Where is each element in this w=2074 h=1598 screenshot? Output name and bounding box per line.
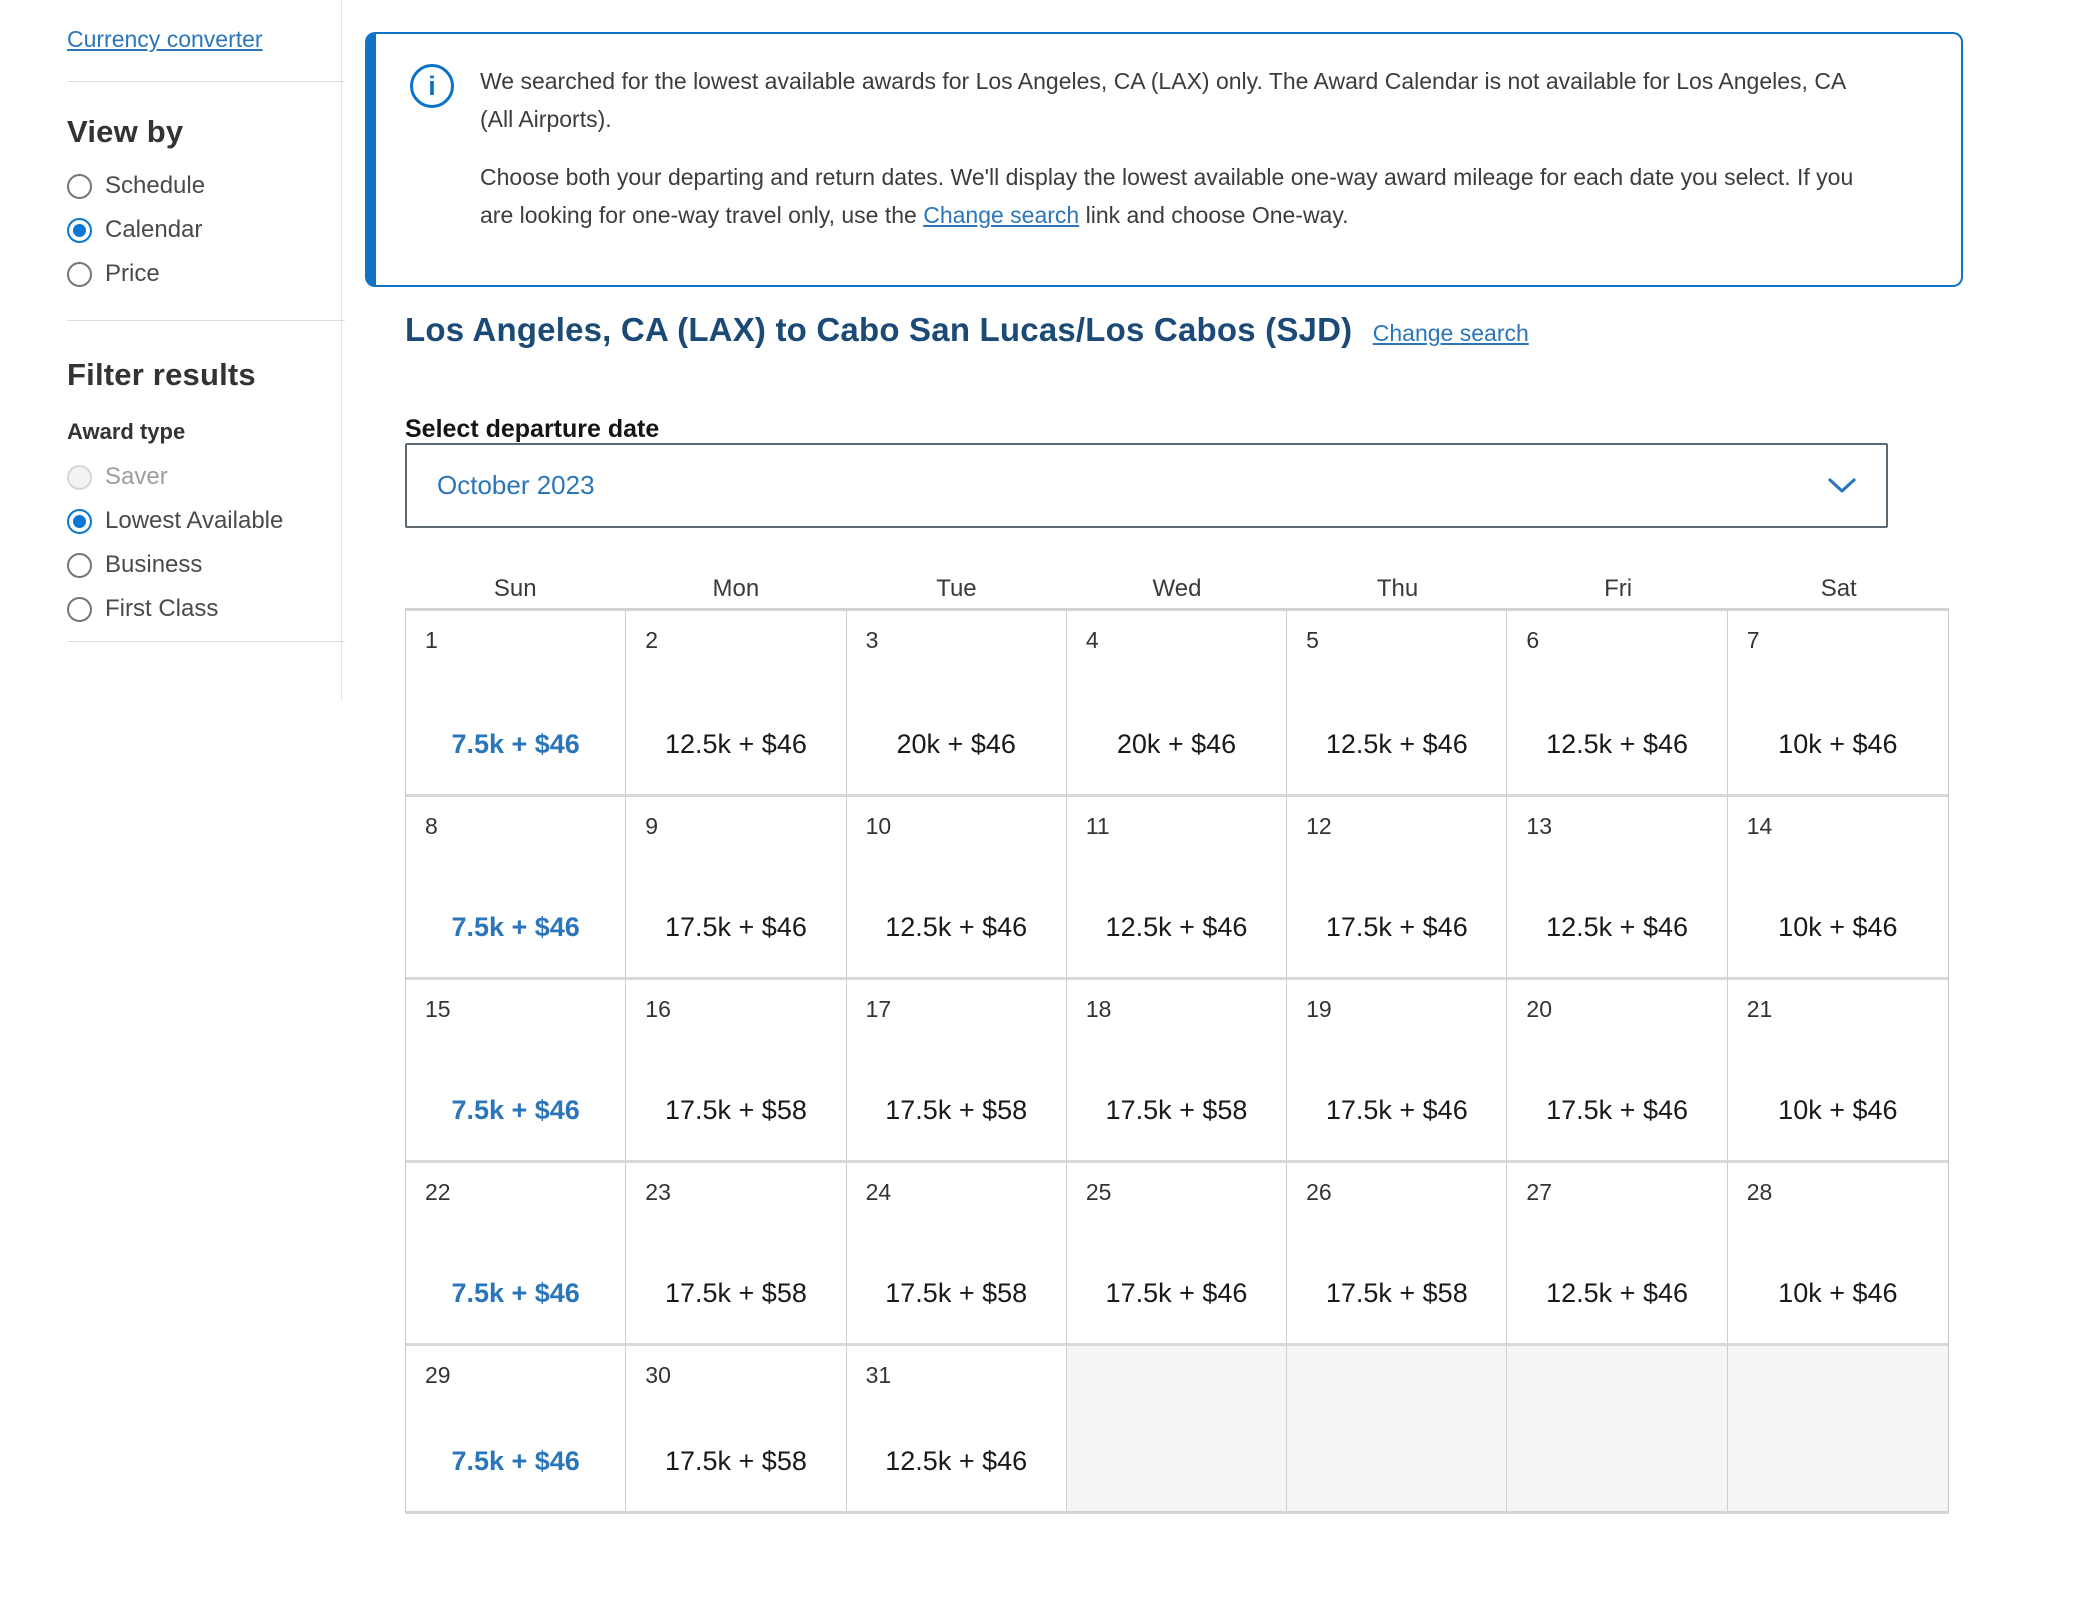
calendar-day-6 [1507,611,1727,794]
divider [67,81,345,82]
weekday-label-thu: Thu [1376,575,1419,602]
calendar-day-4 [1067,611,1287,794]
radio-label: Calendar [105,216,203,243]
calendar-day-24 [847,1160,1067,1343]
day-number: 21 [1746,996,1773,1022]
info-paragraph-1: We searched for the lowest available awards for Los Angeles, CA (LAX) only. The Award Calendar is not available for Los Angeles, CA (All Airports). [480,68,1846,132]
radio-icon [67,465,92,490]
award-price[interactable]: 17.5k + $58 [1105,1095,1248,1125]
calendar-day-28 [1728,1160,1948,1343]
chevron-down-icon [1828,478,1856,494]
radio-icon[interactable] [67,174,92,199]
radio-label: Schedule [105,172,206,199]
award-price[interactable]: 12.5k + $46 [1546,729,1688,759]
weekday-label-fri: Fri [1604,575,1633,602]
radio-icon[interactable] [67,509,92,534]
day-number: 1 [425,627,438,653]
award-price[interactable]: 17.5k + $58 [885,1095,1028,1125]
weekday-label-tue: Tue [936,575,977,602]
award-price[interactable]: 12.5k + $46 [1325,729,1468,759]
calendar-empty-cell [1067,1343,1287,1511]
award-type-option-lowest-available[interactable] [67,507,345,535]
calendar-day-16 [626,977,846,1160]
calendar-grid [405,608,1949,1514]
day-number: 12 [1306,813,1332,839]
award-price[interactable]: 17.5k + $46 [1546,1095,1688,1125]
day-number: 20 [1526,996,1553,1022]
calendar-day-31 [847,1343,1067,1511]
radio-icon[interactable] [67,218,92,243]
filter-results-heading: Filter results [67,357,256,392]
info-paragraph-2 [480,158,1880,234]
divider [67,320,345,321]
calendar-day-23 [626,1160,846,1343]
calendar-day-9 [626,794,846,977]
award-price[interactable]: 17.5k + $46 [1325,1095,1468,1125]
calendar-day-30 [626,1343,846,1511]
change-search-link[interactable]: Change search [1372,320,1529,346]
calendar-day-17 [847,977,1067,1160]
day-number: 17 [865,996,892,1022]
info-icon: i [410,64,454,108]
info-paragraph-2-tail: link and choose One-way. [1079,202,1349,228]
radio-label: Lowest Available [105,507,284,534]
route-header [405,311,1965,349]
divider [67,641,345,642]
calendar-day-2 [626,611,846,794]
day-number: 8 [425,813,438,839]
weekday-label-sat: Sat [1820,575,1857,602]
award-type-heading: Award type [67,419,186,444]
select-departure-date-label: Select departure date [405,415,660,443]
calendar-day-18 [1067,977,1287,1160]
radio-label: Business [105,551,203,578]
award-price[interactable]: 7.5k + $46 [451,912,580,942]
award-price[interactable]: 7.5k + $46 [451,729,580,759]
day-number: 5 [1306,627,1319,653]
day-number: 14 [1746,813,1773,839]
calendar-day-26 [1287,1160,1507,1343]
calendar-day-8 [406,794,626,977]
calendar-day-20 [1507,977,1727,1160]
award-price[interactable]: 10k + $46 [1778,1278,1898,1308]
award-price[interactable]: 10k + $46 [1778,912,1898,942]
award-price[interactable]: 17.5k + $58 [885,1278,1028,1308]
award-price[interactable]: 20k + $46 [896,729,1016,759]
award-price[interactable]: 7.5k + $46 [451,1095,580,1125]
calendar-day-11 [1067,794,1287,977]
day-number: 13 [1526,813,1553,839]
calendar-day-22 [406,1160,626,1343]
award-price[interactable]: 17.5k + $58 [664,1278,807,1308]
calendar-day-19 [1287,977,1507,1160]
award-price[interactable]: 12.5k + $46 [885,912,1028,942]
calendar-empty-cell [1507,1343,1727,1511]
weekday-label-wed: Wed [1152,575,1202,602]
radio-icon[interactable] [67,597,92,622]
month-select-dropdown[interactable] [405,443,1888,528]
day-number: 4 [1085,627,1099,653]
award-price[interactable]: 10k + $46 [1778,1095,1898,1125]
day-number: 18 [1085,996,1112,1022]
month-select-value: October 2023 [437,470,595,500]
award-price[interactable]: 12.5k + $46 [1105,912,1248,942]
award-type-option-saver [67,463,345,491]
calendar-day-14 [1728,794,1948,977]
change-search-inline-link[interactable]: Change search [923,202,1080,228]
view-by-heading: View by [67,114,184,149]
route-title: Los Angeles, CA (LAX) to Cabo San Lucas/Los Cabos (SJD) [405,311,1353,348]
currency-converter-link[interactable]: Currency converter [67,26,263,52]
day-number: 19 [1306,996,1332,1022]
radio-label: First Class [105,595,219,622]
calendar-day-3 [847,611,1067,794]
award-type-option-business[interactable] [67,551,345,579]
day-number: 27 [1526,1179,1553,1205]
view-by-option-calendar[interactable] [67,216,345,244]
award-price[interactable]: 17.5k + $46 [664,912,807,942]
calendar-day-10 [847,794,1067,977]
calendar-day-15 [406,977,626,1160]
info-paragraph-2-text: Choose both your departing and return dates. We'll display the lowest available one-way award mileage for each date you select. If you are looking for one-way travel only, use the [480,164,1854,228]
calendar-day-12 [1287,794,1507,977]
view-by-radio-group [67,172,345,288]
award-price[interactable]: 12.5k + $46 [664,729,807,759]
award-type-radio-group [67,463,345,623]
award-price[interactable]: 17.5k + $46 [1325,912,1468,942]
day-number: 23 [645,1179,671,1205]
calendar-empty-cell [1287,1343,1507,1511]
day-number: 7 [1746,627,1760,653]
day-number: 28 [1746,1179,1773,1205]
award-price[interactable]: 7.5k + $46 [451,1278,580,1308]
day-number: 6 [1526,627,1540,653]
radio-label: Price [105,260,160,287]
radio-icon[interactable] [67,553,92,578]
day-number: 26 [1306,1179,1332,1205]
radio-label: Saver [105,463,168,490]
calendar-day-21 [1728,977,1948,1160]
day-number: 11 [1085,813,1110,839]
day-number: 30 [645,1362,671,1388]
award-type-option-first-class[interactable] [67,595,345,623]
award-price[interactable]: 12.5k + $46 [1546,912,1688,942]
award-price[interactable]: 17.5k + $58 [664,1095,807,1125]
weekday-label-mon: Mon [712,575,760,602]
view-by-option-price[interactable] [67,260,345,288]
award-price[interactable]: 17.5k + $58 [1325,1278,1468,1308]
calendar-day-1 [406,611,626,794]
calendar-day-27 [1507,1160,1727,1343]
day-number: 24 [865,1179,892,1205]
award-price[interactable]: 20k + $46 [1116,729,1237,759]
weekday-label-sun: Sun [493,575,537,602]
weekday-header-row [405,575,1949,603]
day-number: 9 [645,813,659,839]
calendar-day-5 [1287,611,1507,794]
day-number: 31 [865,1362,892,1388]
calendar-day-29 [406,1343,626,1511]
calendar-day-25 [1067,1160,1287,1343]
day-number: 16 [645,996,671,1022]
day-number: 22 [425,1179,451,1205]
award-price[interactable]: 12.5k + $46 [1546,1278,1688,1308]
calendar-day-7 [1728,611,1948,794]
day-number: 15 [425,996,451,1022]
award-price[interactable]: 10k + $46 [1778,729,1898,759]
award-price[interactable]: 17.5k + $58 [664,1446,807,1476]
radio-icon[interactable] [67,262,92,287]
day-number: 29 [425,1362,451,1388]
day-number: 2 [645,627,659,653]
award-price[interactable]: 7.5k + $46 [451,1446,580,1476]
calendar-empty-cell [1728,1343,1948,1511]
day-number: 10 [865,813,892,839]
info-message-text [480,62,1880,285]
sidebar [67,26,345,642]
view-by-option-schedule[interactable] [67,172,345,200]
info-message-box [365,32,1963,287]
calendar-day-13 [1507,794,1727,977]
award-price[interactable]: 17.5k + $46 [1105,1278,1248,1308]
day-number: 25 [1085,1179,1112,1205]
day-number: 3 [865,627,879,653]
award-price[interactable]: 12.5k + $46 [885,1446,1028,1476]
